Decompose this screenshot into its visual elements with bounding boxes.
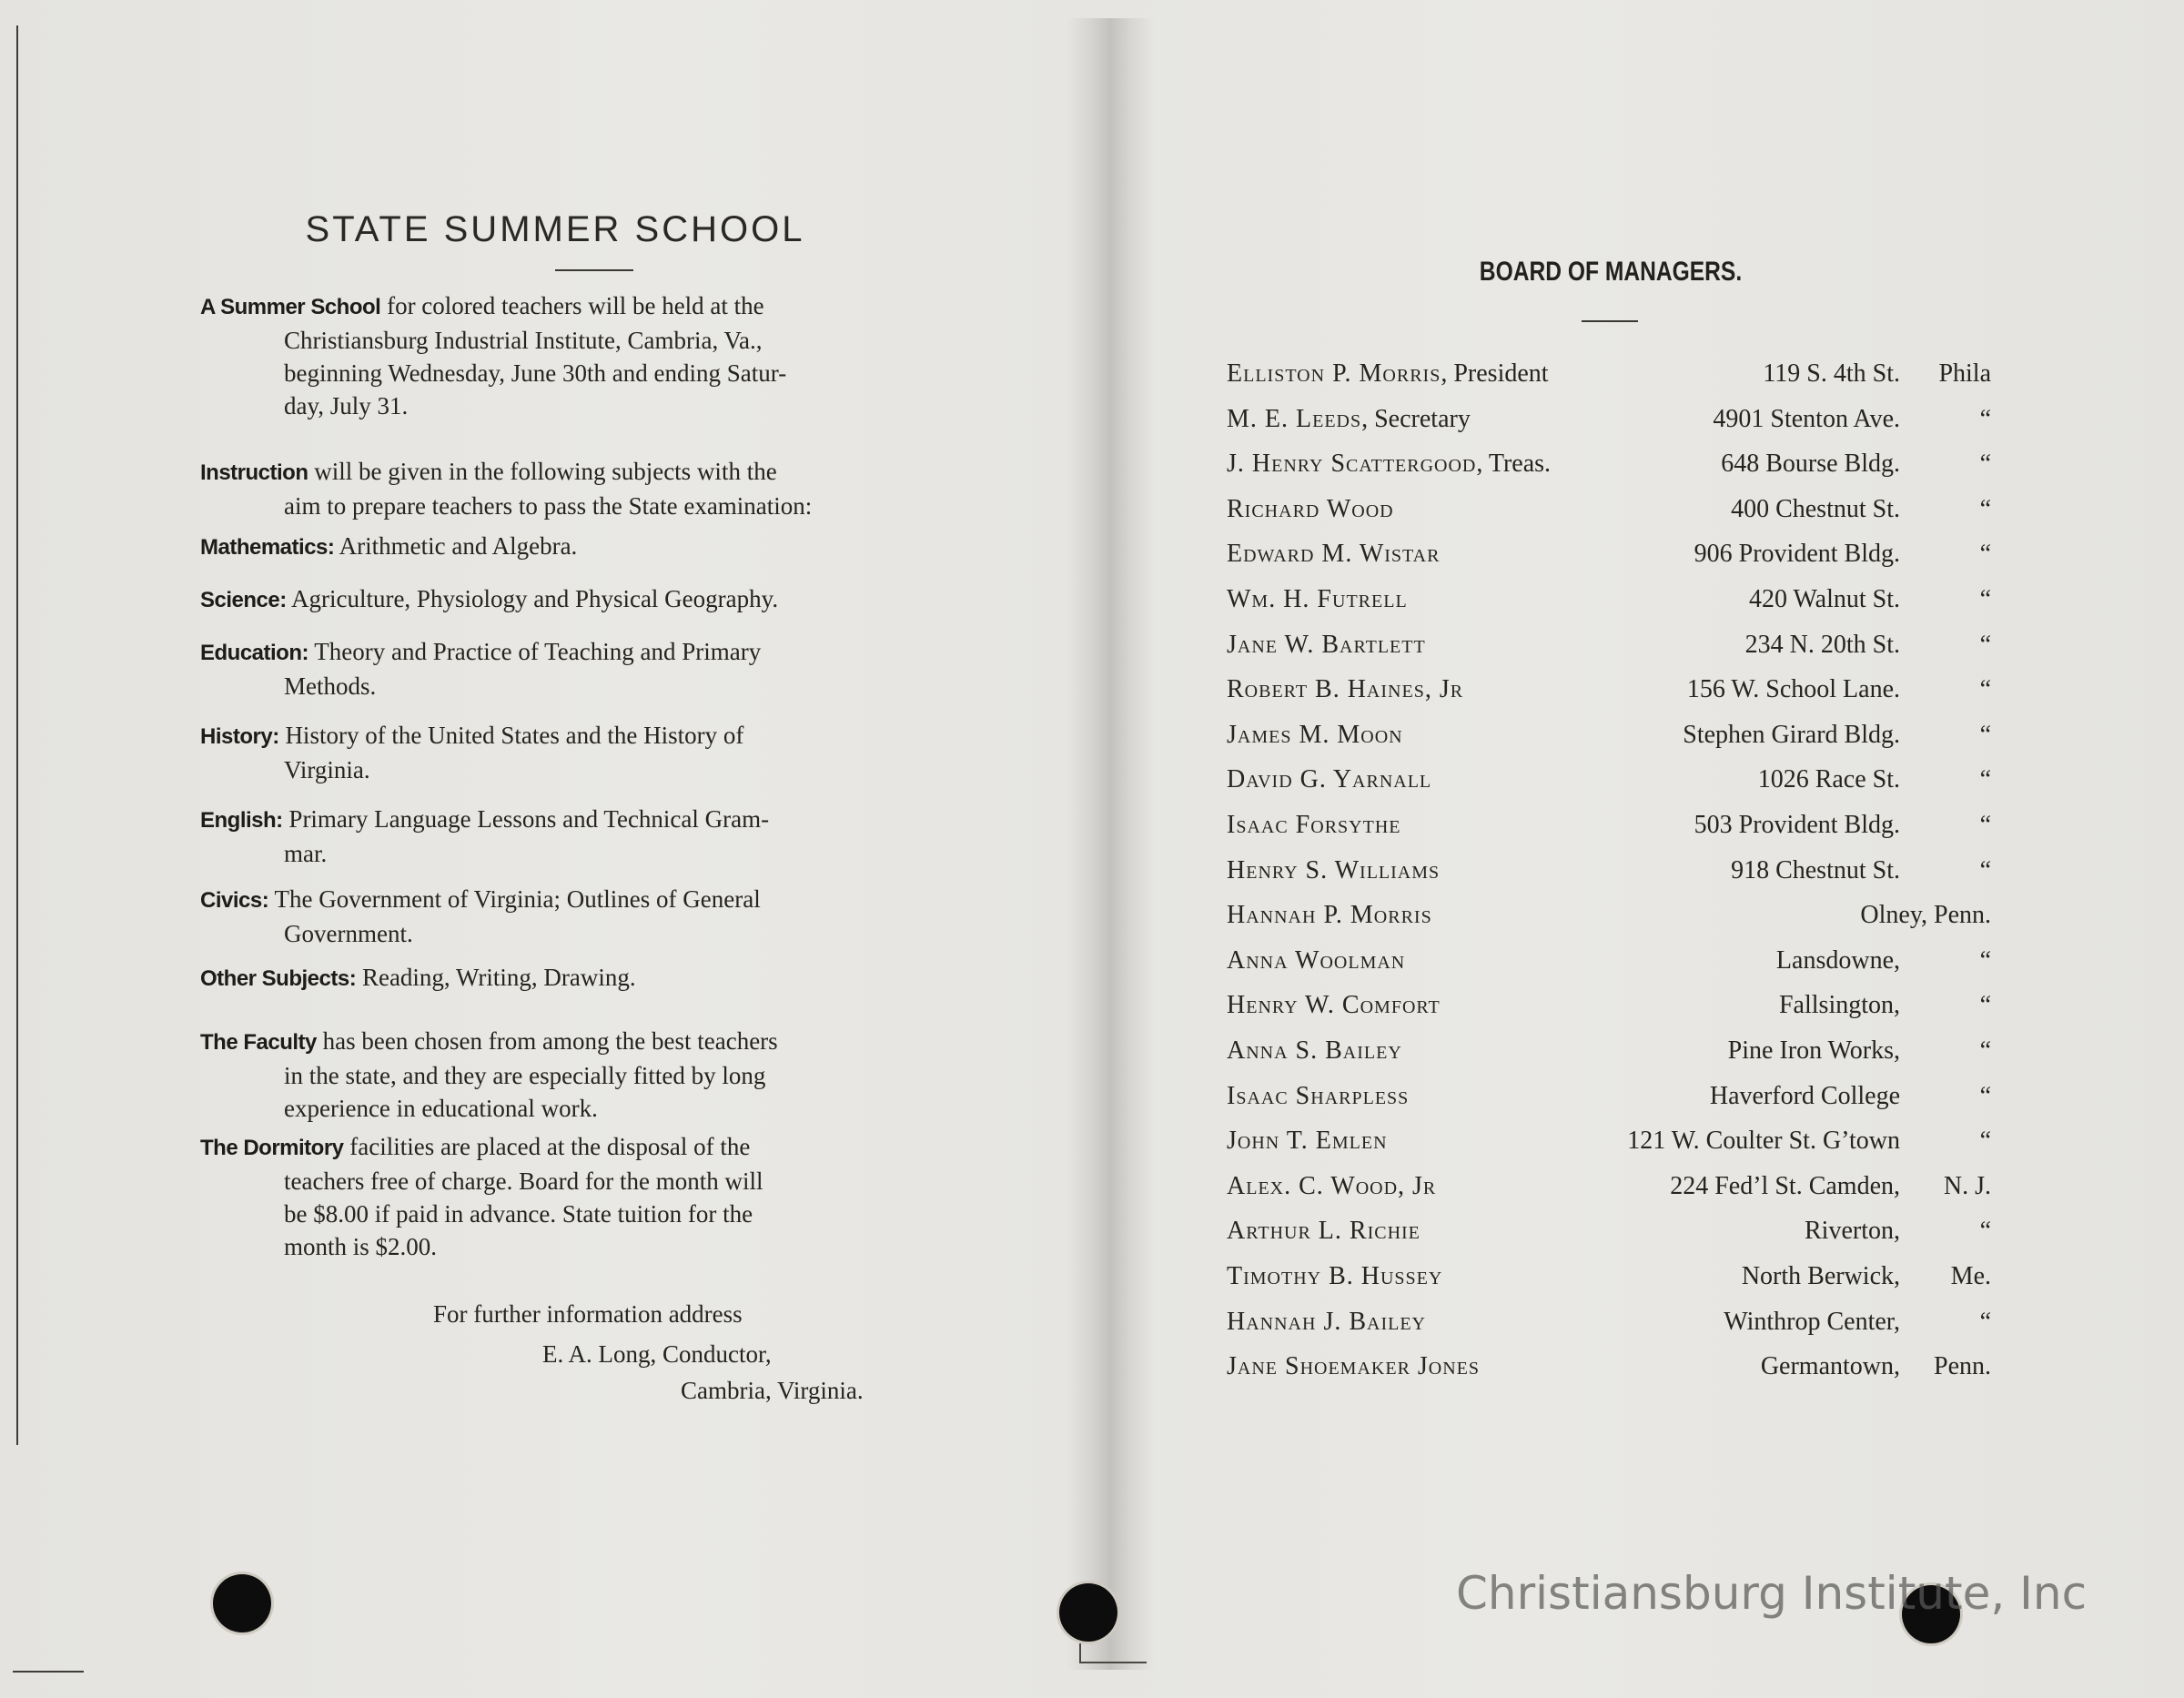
paragraph-continuation: be $8.00 if paid in advance. State tuition for the xyxy=(284,1200,753,1228)
paragraph-first-line xyxy=(200,635,946,670)
paragraph-first-line xyxy=(200,455,946,490)
member-name-group xyxy=(1227,1122,1388,1160)
paragraph-text: has been chosen from among the best teachers xyxy=(316,1027,778,1055)
member-address: 420 Walnut St. xyxy=(1748,585,1900,613)
paragraph xyxy=(200,582,946,617)
paragraph-lead: Other Subjects: xyxy=(200,966,357,991)
paragraph-lead: Science: xyxy=(200,588,287,612)
member-name: J. Henry Scattergood xyxy=(1227,450,1477,478)
bottom-left-edge-line xyxy=(13,1671,84,1673)
paragraph-lead: Education: xyxy=(200,641,308,665)
member-name-group xyxy=(1227,852,1440,890)
paragraph-lead: Mathematics: xyxy=(200,535,335,560)
member-address: Riverton, xyxy=(1805,1217,1900,1245)
board-title: BOARD OF MANAGERS. xyxy=(1479,257,1743,287)
member-city: “ xyxy=(1979,991,1991,1019)
member-name: David G. Yarnall xyxy=(1227,765,1432,793)
paragraph-first-line xyxy=(200,289,946,324)
member-city: “ xyxy=(1979,540,1991,568)
member-name-group xyxy=(1227,355,1549,393)
member-name: Anna S. Bailey xyxy=(1227,1036,1402,1065)
board-member-row xyxy=(1227,626,1991,664)
member-name: Richard Wood xyxy=(1227,495,1394,523)
member-name: Anna Woolman xyxy=(1227,946,1406,975)
member-city: N. J. xyxy=(1943,1172,1991,1200)
paragraph-first-line xyxy=(200,1130,946,1165)
board-member-row xyxy=(1227,355,1991,393)
member-address: 234 N. 20th St. xyxy=(1744,631,1900,659)
member-address: 121 W. Coulter St. G’town xyxy=(1627,1127,1900,1155)
paragraph-lead: History: xyxy=(200,724,279,749)
member-address: 4901 Stenton Ave. xyxy=(1713,405,1900,433)
board-member-row xyxy=(1227,896,1991,935)
member-city: “ xyxy=(1979,856,1991,884)
member-name: Hannah J. Bailey xyxy=(1227,1308,1426,1336)
paragraph-text: Theory and Practice of Teaching and Primary xyxy=(308,638,762,665)
member-city: “ xyxy=(1979,405,1991,433)
paragraph-first-line xyxy=(200,530,946,564)
member-role: , Treas. xyxy=(1476,450,1552,478)
closing-address-intro: For further information address xyxy=(433,1300,743,1328)
member-address: 400 Chestnut St. xyxy=(1731,495,1900,523)
member-address: 918 Chestnut St. xyxy=(1731,856,1900,884)
member-address: Pine Iron Works, xyxy=(1727,1036,1900,1065)
board-member-row xyxy=(1227,1258,1991,1296)
member-name: Henry W. Comfort xyxy=(1227,991,1441,1019)
board-member-row xyxy=(1227,671,1991,709)
title-underline xyxy=(555,269,633,271)
member-name: John T. Emlen xyxy=(1227,1127,1388,1155)
paragraph-continuation: month is $2.00. xyxy=(284,1233,438,1260)
member-name-group xyxy=(1227,1167,1436,1206)
member-name-group xyxy=(1227,535,1440,573)
member-name-group xyxy=(1227,1348,1480,1386)
member-city: “ xyxy=(1979,1036,1991,1065)
member-name-group xyxy=(1227,1077,1409,1116)
member-address: 224 Fed’l St. Camden, xyxy=(1670,1172,1900,1200)
member-name-group xyxy=(1227,716,1403,754)
member-role: , President xyxy=(1441,359,1549,388)
paragraph-continuation: day, July 31. xyxy=(284,392,409,419)
member-city: “ xyxy=(1979,631,1991,659)
member-city: “ xyxy=(1979,1217,1991,1245)
member-city: “ xyxy=(1979,721,1991,749)
member-name: Elliston P. Morris xyxy=(1227,359,1441,388)
board-member-row xyxy=(1227,986,1991,1025)
paragraph xyxy=(200,961,946,996)
member-city: “ xyxy=(1979,450,1991,478)
member-city: Phila xyxy=(1938,359,1991,388)
paragraph-text: Primary Language Lessons and Technical Gram- xyxy=(282,805,770,833)
paragraph-first-line xyxy=(200,803,946,837)
paragraph-lead: English: xyxy=(200,808,283,833)
paragraph-lead: A Summer School xyxy=(200,295,381,319)
board-member-row xyxy=(1227,400,1991,439)
member-name-group xyxy=(1227,986,1441,1025)
board-member-row xyxy=(1227,490,1991,529)
member-city: “ xyxy=(1979,811,1991,839)
board-member-row xyxy=(1227,535,1991,573)
board-member-row xyxy=(1227,806,1991,844)
member-city: Olney, Penn. xyxy=(1860,901,1991,929)
paragraph-continuation: Methods. xyxy=(284,672,377,700)
board-member-row xyxy=(1227,716,1991,754)
paragraph xyxy=(200,455,946,522)
paragraph-text: History of the United States and the History of xyxy=(278,722,744,749)
paragraph-continuation: experience in educational work. xyxy=(284,1095,598,1122)
board-member-row xyxy=(1227,1303,1991,1341)
paragraph xyxy=(200,803,946,870)
fold-bottom-corner-stub xyxy=(1079,1643,1081,1663)
paragraph-continuation: beginning Wednesday, June 30th and ending Satur- xyxy=(284,359,787,387)
paragraph xyxy=(200,1130,946,1263)
paragraph-first-line xyxy=(200,582,946,617)
member-name: Isaac Sharpless xyxy=(1227,1082,1410,1110)
board-member-row xyxy=(1227,761,1991,799)
board-member-row xyxy=(1227,581,1991,619)
paragraph-lead: Instruction xyxy=(200,460,308,485)
board-member-row xyxy=(1227,1077,1991,1116)
member-address: 156 W. School Lane. xyxy=(1686,675,1900,703)
board-member-row xyxy=(1227,942,1991,980)
paragraph-text: The Government of Virginia; Outlines of General xyxy=(268,885,761,913)
paragraph xyxy=(200,635,946,702)
paragraph-text: Agriculture, Physiology and Physical Geography. xyxy=(286,585,779,612)
member-name-group xyxy=(1227,490,1394,529)
paragraph xyxy=(200,1025,946,1125)
member-name: Timothy B. Hussey xyxy=(1227,1262,1443,1290)
paragraph-first-line xyxy=(200,719,946,753)
paragraph-lead: The Dormitory xyxy=(200,1136,344,1160)
member-city: “ xyxy=(1979,585,1991,613)
board-member-row xyxy=(1227,852,1991,890)
member-city: “ xyxy=(1979,495,1991,523)
paragraph-continuation: Virginia. xyxy=(284,756,370,783)
member-name: Alex. C. Wood, Jr xyxy=(1227,1172,1437,1200)
member-name-group xyxy=(1227,806,1400,844)
member-name: Arthur L. Richie xyxy=(1227,1217,1421,1245)
paragraph-continuation: Government. xyxy=(284,920,413,947)
paragraph xyxy=(200,530,946,564)
paragraph-continuation: aim to prepare teachers to pass the State examination: xyxy=(284,492,813,520)
member-name: Hannah P. Morris xyxy=(1227,901,1432,929)
member-name-group xyxy=(1227,626,1426,664)
closing-conductor: E. A. Long, Conductor, xyxy=(542,1340,772,1368)
paragraph-text: will be given in the following subjects with the xyxy=(308,458,777,485)
member-name-group xyxy=(1227,671,1463,709)
member-address: Haverford College xyxy=(1709,1082,1900,1110)
board-member-row xyxy=(1227,1348,1991,1386)
punch-hole-left xyxy=(213,1574,271,1632)
member-address: Winthrop Center, xyxy=(1724,1308,1900,1336)
member-name-group xyxy=(1227,942,1405,980)
member-address: 906 Provident Bldg. xyxy=(1694,540,1900,568)
member-name-group xyxy=(1227,400,1471,439)
member-city: “ xyxy=(1979,946,1991,975)
member-name: Edward M. Wistar xyxy=(1227,540,1441,568)
board-member-row xyxy=(1227,1167,1991,1206)
paragraph-lead: Civics: xyxy=(200,888,269,913)
member-name: Henry S. Williams xyxy=(1227,856,1441,884)
paragraph xyxy=(200,883,946,950)
board-member-row xyxy=(1227,1122,1991,1160)
paragraph-first-line xyxy=(200,1025,946,1059)
member-role: , Secretary xyxy=(1361,405,1471,433)
member-name: Robert B. Haines, Jr xyxy=(1227,675,1464,703)
member-name-group xyxy=(1227,1258,1442,1296)
paragraph xyxy=(200,289,946,422)
page-title: STATE SUMMER SCHOOL xyxy=(305,209,805,249)
member-name: Jane Shoemaker Jones xyxy=(1227,1352,1481,1380)
left-page-edge-line xyxy=(16,25,18,1445)
member-city: “ xyxy=(1979,675,1991,703)
paragraph-continuation: Christiansburg Industrial Institute, Cambria, Va., xyxy=(284,327,763,354)
board-member-row xyxy=(1227,445,1991,483)
board-member-row xyxy=(1227,1032,1991,1070)
member-address: North Berwick, xyxy=(1741,1262,1900,1290)
member-city: “ xyxy=(1979,1127,1991,1155)
member-city: “ xyxy=(1979,1082,1991,1110)
member-address: Lansdowne, xyxy=(1775,946,1900,975)
member-name: M. E. Leeds xyxy=(1227,405,1362,433)
paragraph xyxy=(200,719,946,786)
member-name-group xyxy=(1227,1212,1421,1250)
member-address: Stephen Girard Bldg. xyxy=(1683,721,1900,749)
member-address: Fallsington, xyxy=(1778,991,1900,1019)
member-address: 119 S. 4th St. xyxy=(1763,359,1900,388)
closing-location: Cambria, Virginia. xyxy=(681,1377,864,1404)
member-city: Me. xyxy=(1950,1262,1991,1290)
paragraph-first-line xyxy=(200,961,946,996)
paragraph-text: Reading, Writing, Drawing. xyxy=(356,964,636,991)
member-name: Wm. H. Futrell xyxy=(1227,585,1408,613)
paragraph-continuation: teachers free of charge. Board for the month will xyxy=(284,1167,763,1195)
member-name-group xyxy=(1227,581,1408,619)
board-member-row xyxy=(1227,1212,1991,1250)
paragraph-text: for colored teachers will be held at the xyxy=(380,292,764,319)
member-address: Germantown, xyxy=(1760,1352,1900,1380)
member-name-group xyxy=(1227,445,1551,483)
paragraph-text: Arithmetic and Algebra. xyxy=(334,532,578,560)
paragraph-lead: The Faculty xyxy=(200,1030,317,1055)
member-city: “ xyxy=(1979,765,1991,793)
punch-hole-center xyxy=(1059,1583,1117,1642)
paragraph-continuation: in the state, and they are especially fitted by long xyxy=(284,1062,766,1089)
member-address: 1026 Race St. xyxy=(1757,765,1900,793)
member-address: 503 Provident Bldg. xyxy=(1694,811,1900,839)
member-name-group xyxy=(1227,1303,1426,1341)
center-fold-shadow xyxy=(1067,18,1154,1670)
watermark-text: Christiansburg Institute, Inc xyxy=(1456,1567,2088,1620)
member-name: Jane W. Bartlett xyxy=(1227,631,1426,659)
member-name-group xyxy=(1227,896,1432,935)
member-address: 648 Bourse Bldg. xyxy=(1721,450,1900,478)
member-city: Penn. xyxy=(1934,1352,1991,1380)
fold-bottom-corner-line xyxy=(1079,1662,1147,1663)
member-name: Isaac Forsythe xyxy=(1227,811,1401,839)
paragraph-text: facilities are placed at the disposal of the xyxy=(343,1133,751,1160)
board-title-underline xyxy=(1582,320,1638,322)
member-city: “ xyxy=(1979,1308,1991,1336)
member-name: James M. Moon xyxy=(1227,721,1403,749)
paragraph-continuation: mar. xyxy=(284,840,328,867)
member-name-group xyxy=(1227,1032,1402,1070)
member-name-group xyxy=(1227,761,1431,799)
paragraph-first-line xyxy=(200,883,946,917)
